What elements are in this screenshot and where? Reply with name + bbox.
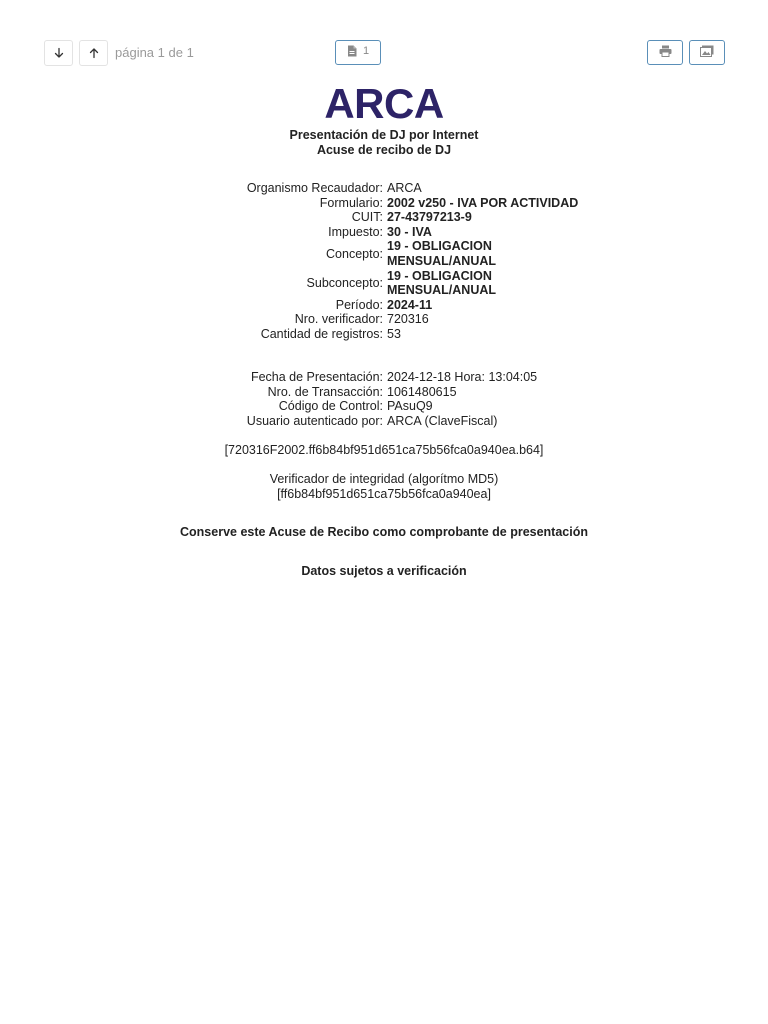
field-value: 2024-11 bbox=[387, 297, 433, 312]
field-label: Subconcepto: bbox=[306, 275, 383, 290]
field-row bbox=[0, 414, 768, 429]
field-row bbox=[0, 210, 768, 225]
field-label: Concepto: bbox=[326, 246, 383, 261]
integrity-hash: [ff6b84bf951d651ca75b56fca0a940ea] bbox=[277, 486, 491, 501]
arrow-down-icon bbox=[53, 47, 65, 59]
print-button[interactable] bbox=[647, 40, 683, 65]
field-row bbox=[0, 385, 768, 400]
field-value: 2002 v250 - IVA POR ACTIVIDAD bbox=[387, 195, 579, 210]
hash-line: [720316F2002.ff6b84bf951d651ca75b56fca0a940ea.b64] bbox=[224, 443, 544, 457]
field-label: Fecha de Presentación: bbox=[250, 370, 383, 384]
declaration-fields bbox=[0, 181, 768, 342]
field-value: 30 - IVA bbox=[387, 224, 432, 239]
field-value: 19 - OBLIGACION MENSUAL/ANUAL bbox=[387, 268, 497, 298]
next-page-button[interactable] bbox=[44, 40, 73, 66]
field-label: Nro. de Transacción: bbox=[267, 384, 383, 399]
field-value: 19 - OBLIGACION MENSUAL/ANUAL bbox=[387, 239, 497, 268]
document-subtitle: Acuse de recibo de DJ bbox=[316, 142, 452, 157]
field-value: 27-43797213-9 bbox=[387, 210, 472, 225]
field-row bbox=[0, 399, 768, 414]
field-value: ARCA (ClaveFiscal) bbox=[387, 413, 498, 428]
field-value: ARCA bbox=[387, 181, 422, 195]
field-label: Organismo Recaudador: bbox=[246, 181, 383, 195]
field-value: 720316 bbox=[387, 312, 429, 327]
field-row bbox=[0, 269, 768, 298]
field-row bbox=[0, 298, 768, 313]
field-value: 2024-12-18 Hora: 13:04:05 bbox=[387, 370, 538, 384]
document-title: Presentación de DJ por Internet bbox=[289, 128, 479, 142]
image-gallery-icon bbox=[700, 44, 714, 62]
field-label: Código de Control: bbox=[278, 399, 383, 414]
integrity-label: Verificador de integridad (algorítmo MD5) bbox=[269, 472, 499, 486]
field-row bbox=[0, 196, 768, 211]
field-label: Nro. verificador: bbox=[294, 312, 383, 327]
field-row bbox=[0, 370, 768, 385]
keep-receipt-notice: Conserve este Acuse de Recibo como comprobante de presentación bbox=[180, 525, 588, 539]
gallery-button[interactable] bbox=[689, 40, 725, 65]
field-value: 1061480615 bbox=[387, 384, 457, 399]
field-label: Impuesto: bbox=[328, 224, 383, 239]
field-label: Cantidad de registros: bbox=[260, 326, 383, 341]
field-label: Formulario: bbox=[319, 195, 383, 210]
field-row bbox=[0, 239, 768, 268]
field-value: PAsuQ9 bbox=[387, 399, 433, 414]
field-row bbox=[0, 225, 768, 240]
field-row bbox=[0, 327, 768, 342]
field-value: 53 bbox=[387, 326, 401, 341]
page-thumbnails-button[interactable] bbox=[335, 40, 381, 65]
document-icon bbox=[347, 44, 357, 62]
pages-count: 1 bbox=[362, 44, 370, 57]
arca-logo: ARCA bbox=[324, 80, 444, 127]
field-label: CUIT: bbox=[351, 210, 383, 225]
verification-notice: Datos sujetos a verificación bbox=[301, 564, 467, 578]
printer-icon bbox=[659, 44, 672, 62]
field-row bbox=[0, 312, 768, 327]
page-indicator: página 1 de 1 bbox=[115, 45, 194, 60]
arrow-up-icon bbox=[88, 47, 100, 59]
field-row bbox=[0, 181, 768, 196]
field-label: Usuario autenticado por: bbox=[246, 413, 383, 428]
field-label: Período: bbox=[335, 297, 383, 312]
presentation-fields bbox=[0, 370, 768, 428]
previous-page-button[interactable] bbox=[79, 40, 108, 66]
